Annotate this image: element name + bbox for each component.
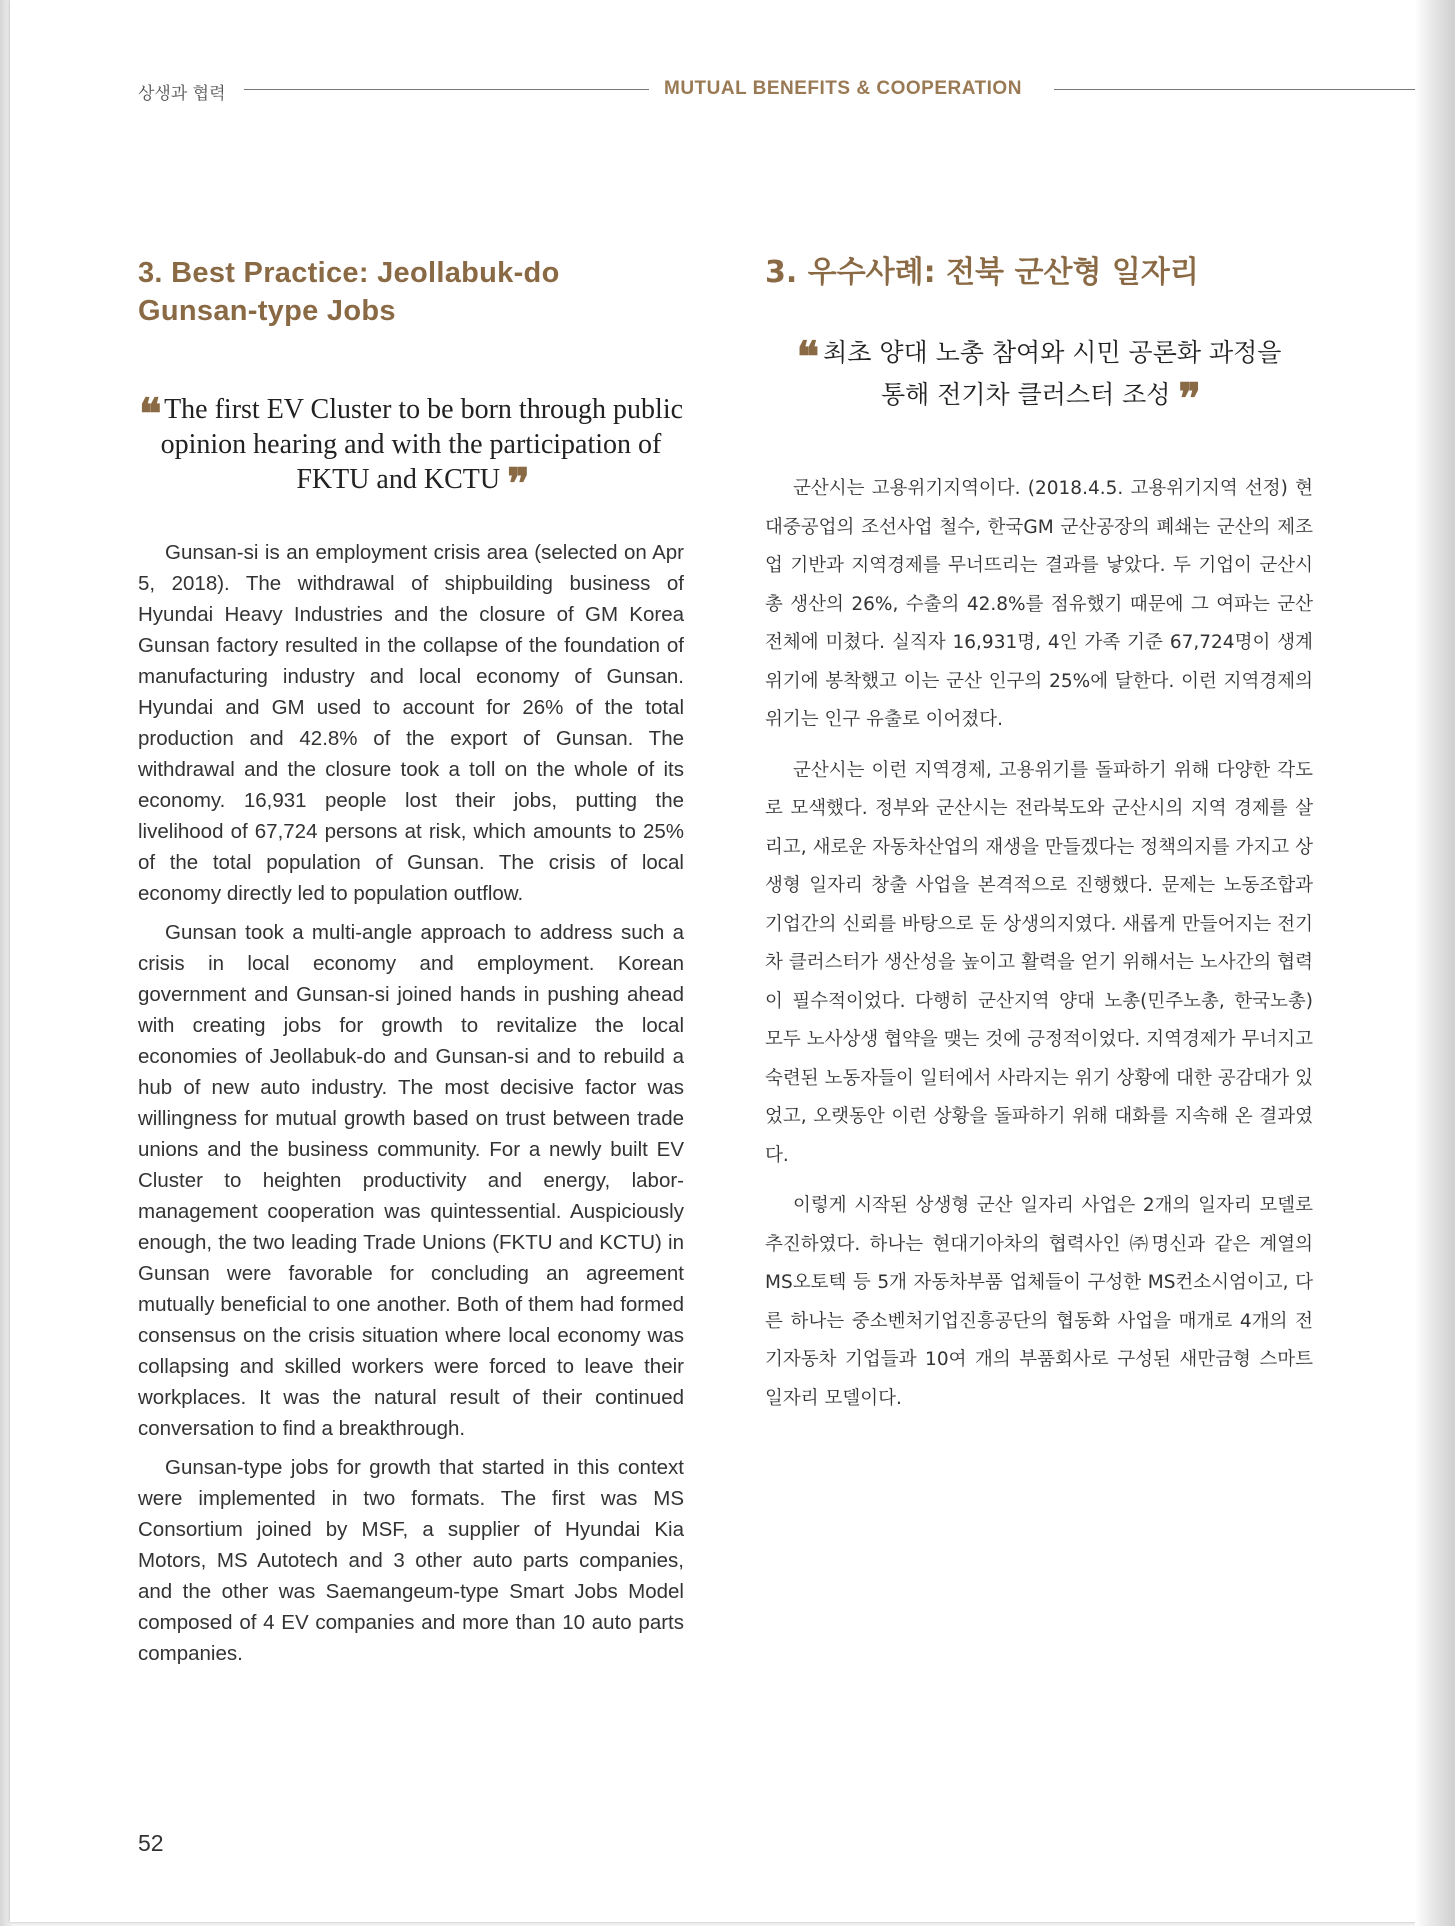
korean-quote-line-1-text: 최초 양대 노총 참여와 시민 공론화 과정을 xyxy=(823,338,1282,367)
english-paragraph-3: Gunsan-type jobs for growth that started in this context were implemented in two formats. The first was MS Consortium joined by MSF, a supplier of Hyundai Kia Motors, MS Autotech and 3 other auto parts companies, and the other was Saemangeum-type Smart Jobs Model composed of 4 EV companies and more than 10 auto parts companies. xyxy=(138,1456,684,1665)
korean-column xyxy=(765,254,1313,1430)
page-curl-shadow xyxy=(1415,0,1455,1926)
korean-quote-line-2 xyxy=(765,374,1313,423)
korean-paragraph-2: 군산시는 이런 지역경제, 고용위기를 돌파하기 위해 다양한 각도로 모색했다. 정부와 군산시는 전라북도와 군산시의 지역 경제를 살리고, 새로운 자동차산업의 재생을 만들겠다는 정책의지를 가지고 상생형 일자리 창출 사업을 본격적으로 진행했다. 문제는 노동조합과 기업간의 신뢰를 바탕으로 둔 상생의지였다. 새롭게 만들어지는 전기차 클러스터가 생산성을 높이고 활력을 얻기 위해서는 노사간의 협력이 필수적이었다. 다행히 군산지역 양대 노총(민주노총, 한국노총) 모두 노사상생 협약을 맺는 것에 긍정적이었다. 지역경제가 무너지고 숙련된 노동자들이 일터에서 사라지는 위기 상황에 대한 공감대가 있었고, 오랫동안 이런 상황을 돌파하기 위해 대화를 지속해 온 결과였다. xyxy=(765,759,1313,1166)
english-paragraph-1: Gunsan-si is an employment crisis area (selected on Apr 5, 2018). The withdrawal of shipbuilding business of Hyundai Heavy Industries and the closure of GM Korea Gunsan factory resulted in the collapse of the foundation of manufacturing industry and local economy of Gunsan. Hyundai and GM used to account for 26% of the total production and 42.8% of the export of Gunsan. The withdrawal and the closure took a toll on the whole of its economy. 16,931 people lost their jobs, putting the livelihood of 67,724 persons at risk, which amounts to 25% of the total population of Gunsan. The crisis of local economy directly led to population outflow. xyxy=(138,541,684,905)
english-column xyxy=(138,254,684,1677)
english-pull-quote xyxy=(138,389,684,508)
open-quote-icon: ❝ xyxy=(138,389,158,438)
korean-body xyxy=(765,470,1313,1418)
header-section-english: MUTUAL BENEFITS & COOPERATION xyxy=(664,78,1022,99)
header-rule-left xyxy=(244,89,649,90)
close-quote-icon: ❞ xyxy=(507,459,526,508)
english-heading: 3. Best Practice: Jeollabuk-do Gunsan-type Jobs xyxy=(138,257,560,327)
close-quote-icon: ❞ xyxy=(1178,374,1198,423)
header-section-korean: 상생과 협력 xyxy=(138,84,226,104)
korean-quote-line-1 xyxy=(765,332,1313,381)
document-page xyxy=(10,0,1430,1922)
korean-paragraph-1: 군산시는 고용위기지역이다. (2018.4.5. 고용위기지역 선정) 현대중공업의 조선사업 철수, 한국GM 군산공장의 폐쇄는 군산의 제조업 기반과 지역경제를 무너뜨리는 결과를 낳았다. 두 기업이 군산시 총 생산의 26%, 수출의 42.8%를 점유했기 때문에 그 여파는 군산 전체에 미쳤다. 실직자 16,931명, 4인 가족 기준 67,724명이 생계위기에 봉착했고 이는 군산 인구의 25%에 달한다. 이런 지역경제의 위기는 인구 유출로 이어졌다. xyxy=(765,478,1313,730)
page-number: 52 xyxy=(138,1830,164,1856)
korean-paragraph-3: 이렇게 시작된 상생형 군산 일자리 사업은 2개의 일자리 모델로 추진하였다. 하나는 현대기아차의 협력사인 ㈜명신과 같은 계열의 MS오토텍 등 5개 자동차부품 업체들이 구성한 MS컨소시엄이고, 다른 하나는 중소벤처기업진흥공단의 협동화 사업을 매개로 4개의 전기자동차 기업들과 10여 개의 부품회사로 구성된 새만금형 스마트 일자리 모델이다. xyxy=(765,1195,1313,1409)
running-header xyxy=(138,76,1428,104)
english-paragraph-2: Gunsan took a multi-angle approach to address such a crisis in local economy and employment. Korean government and Gunsan-si joined hands in pushing ahead with creating jobs for growth to revitalize the local economies of Jeollabuk-do and Gunsan-si and to rebuild a hub of new auto industry. The most decisive factor was willingness for mutual growth based on trust between trade unions and the business community. For a newly built EV Cluster to heighten productivity and energy, labor-management cooperation was quintessential. Auspiciously enough, the two leading Trade Unions (FKTU and KCTU) in Gunsan were favorable for concluding an agreement mutually beneficial to one another. Both of them had formed consensus on the crisis situation where local economy was collapsing and skilled workers were forced to leave their workplaces. It was the natural result of their continued conversation to find a breakthrough. xyxy=(138,921,684,1440)
english-body xyxy=(138,537,684,1669)
header-rule-right xyxy=(1054,89,1428,90)
english-quote-text: The first EV Cluster to be born through public opinion hearing and with the participation of FKTU and KCTU xyxy=(160,394,684,495)
korean-pull-quote xyxy=(765,332,1313,423)
open-quote-icon: ❝ xyxy=(796,332,816,381)
korean-heading: 3. 우수사례: 전북 군산형 일자리 xyxy=(765,255,1199,290)
korean-quote-line-2-text: 통해 전기차 클러스터 조성 xyxy=(880,380,1171,409)
